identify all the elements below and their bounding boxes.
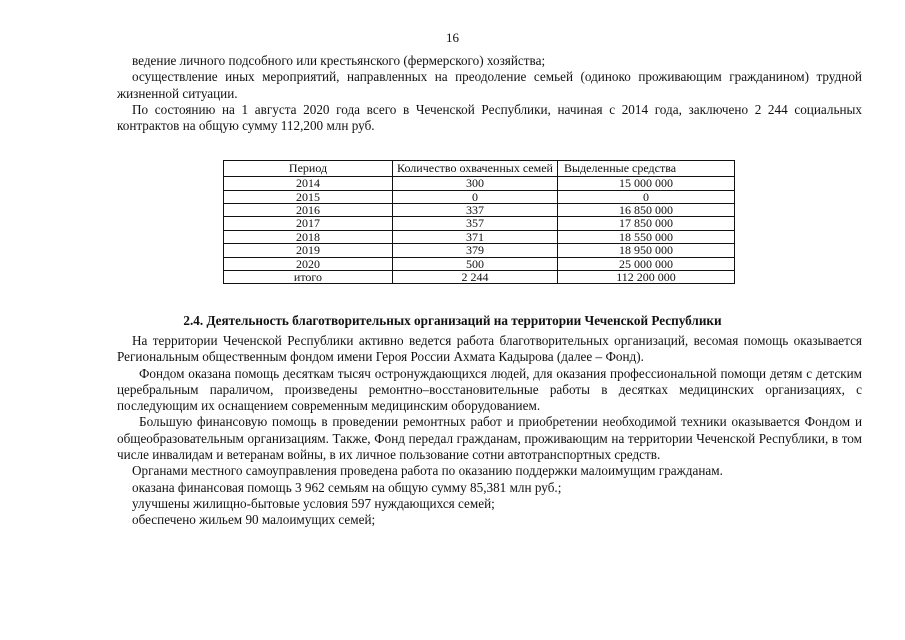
table-row xyxy=(224,177,735,190)
cell-families: 300 xyxy=(393,177,558,190)
column-header-period: Период xyxy=(224,161,393,177)
paragraph: оказана финансовая помощь 3 962 семьям на общую сумму 85,381 млн руб.; xyxy=(132,479,562,495)
cell-funds: 17 850 000 xyxy=(558,217,735,230)
paragraph: По состоянию на 1 августа 2020 года всего в Чеченской Республики, начиная с 2014 года, заключено 2 244 социальных контрактов на общую сумму 112,200 млн руб. xyxy=(117,101,862,134)
paragraph: осуществление иных мероприятий, направленных на преодоление семьей (одиноко проживающим гражданином) трудной жизненной ситуации. xyxy=(117,69,862,101)
table-total-row xyxy=(224,271,735,284)
cell-funds: 25 000 000 xyxy=(558,257,735,270)
section-heading: 2.4. Деятельность благотворительных организаций на территории Чеченской Республики xyxy=(183,313,722,328)
table-row xyxy=(224,217,735,230)
cell-period: 2020 xyxy=(224,257,393,270)
column-header-funds: Выделенные средства xyxy=(558,161,735,177)
cell-families: 337 xyxy=(393,204,558,217)
cell-funds: 112 200 000 xyxy=(558,271,735,284)
cell-period: итого xyxy=(224,271,393,284)
paragraph: Фондом оказана помощь десяткам тысяч остронуждающихся людей, для оказания профессиональной помощи детям с детским церебральным параличом, произведены ремонтно–восстановительные работы в десятках медицинских организациях, с последующим их оснащением современным медицинским оборудованием. xyxy=(117,365,862,414)
cell-families: 357 xyxy=(393,217,558,230)
cell-funds: 18 950 000 xyxy=(558,244,735,257)
cell-funds: 16 850 000 xyxy=(558,204,735,217)
paragraph: Большую финансовую помощь в проведении ремонтных работ и приобретении необходимой техники оказывается Фондом и общеобразовательным организациям. Также, Фонд передал гражданам, проживающим на территории Чеченской Республики, в том числе инвалидам и ветеранам войны, в их личное пользование сотни автотранспортных средств. xyxy=(117,414,862,463)
cell-period: 2019 xyxy=(224,244,393,257)
cell-funds: 15 000 000 xyxy=(558,177,735,190)
paragraph: улучшены жилищно-бытовые условия 597 нуждающихся семей; xyxy=(132,495,495,511)
page-number: 16 xyxy=(446,30,459,45)
cell-period: 2016 xyxy=(224,204,393,217)
bottom-text-block xyxy=(117,333,862,529)
top-text-block xyxy=(117,53,862,134)
social-contracts-table xyxy=(223,160,735,284)
cell-funds: 0 xyxy=(558,190,735,203)
cell-period: 2015 xyxy=(224,190,393,203)
cell-families: 379 xyxy=(393,244,558,257)
cell-families: 2 244 xyxy=(393,271,558,284)
cell-families: 371 xyxy=(393,230,558,243)
paragraph: Органами местного самоуправления проведена работа по оказанию поддержки малоимущим гражданам. xyxy=(132,463,723,479)
cell-funds: 18 550 000 xyxy=(558,230,735,243)
cell-families: 500 xyxy=(393,257,558,270)
cell-families: 0 xyxy=(393,190,558,203)
column-header-families: Количество охваченных семей xyxy=(393,161,558,177)
cell-period: 2017 xyxy=(224,217,393,230)
table-row xyxy=(224,244,735,257)
table-row xyxy=(224,257,735,270)
paragraph: обеспечено жильем 90 малоимущих семей; xyxy=(132,512,376,528)
cell-period: 2018 xyxy=(224,230,393,243)
paragraph: На территории Чеченской Республики активно ведется работа благотворительных организаций, весомая помощь оказывается Региональным общественным фондом имени Героя России Ахмата Кадырова (далее – Фонд). xyxy=(117,333,862,365)
table-row xyxy=(224,190,735,203)
paragraph: ведение личного подсобного или крестьянского (фермерского) хозяйства; xyxy=(132,53,546,68)
cell-period: 2014 xyxy=(224,177,393,190)
table-header-row xyxy=(224,161,735,177)
table-row xyxy=(224,230,735,243)
table-row xyxy=(224,204,735,217)
